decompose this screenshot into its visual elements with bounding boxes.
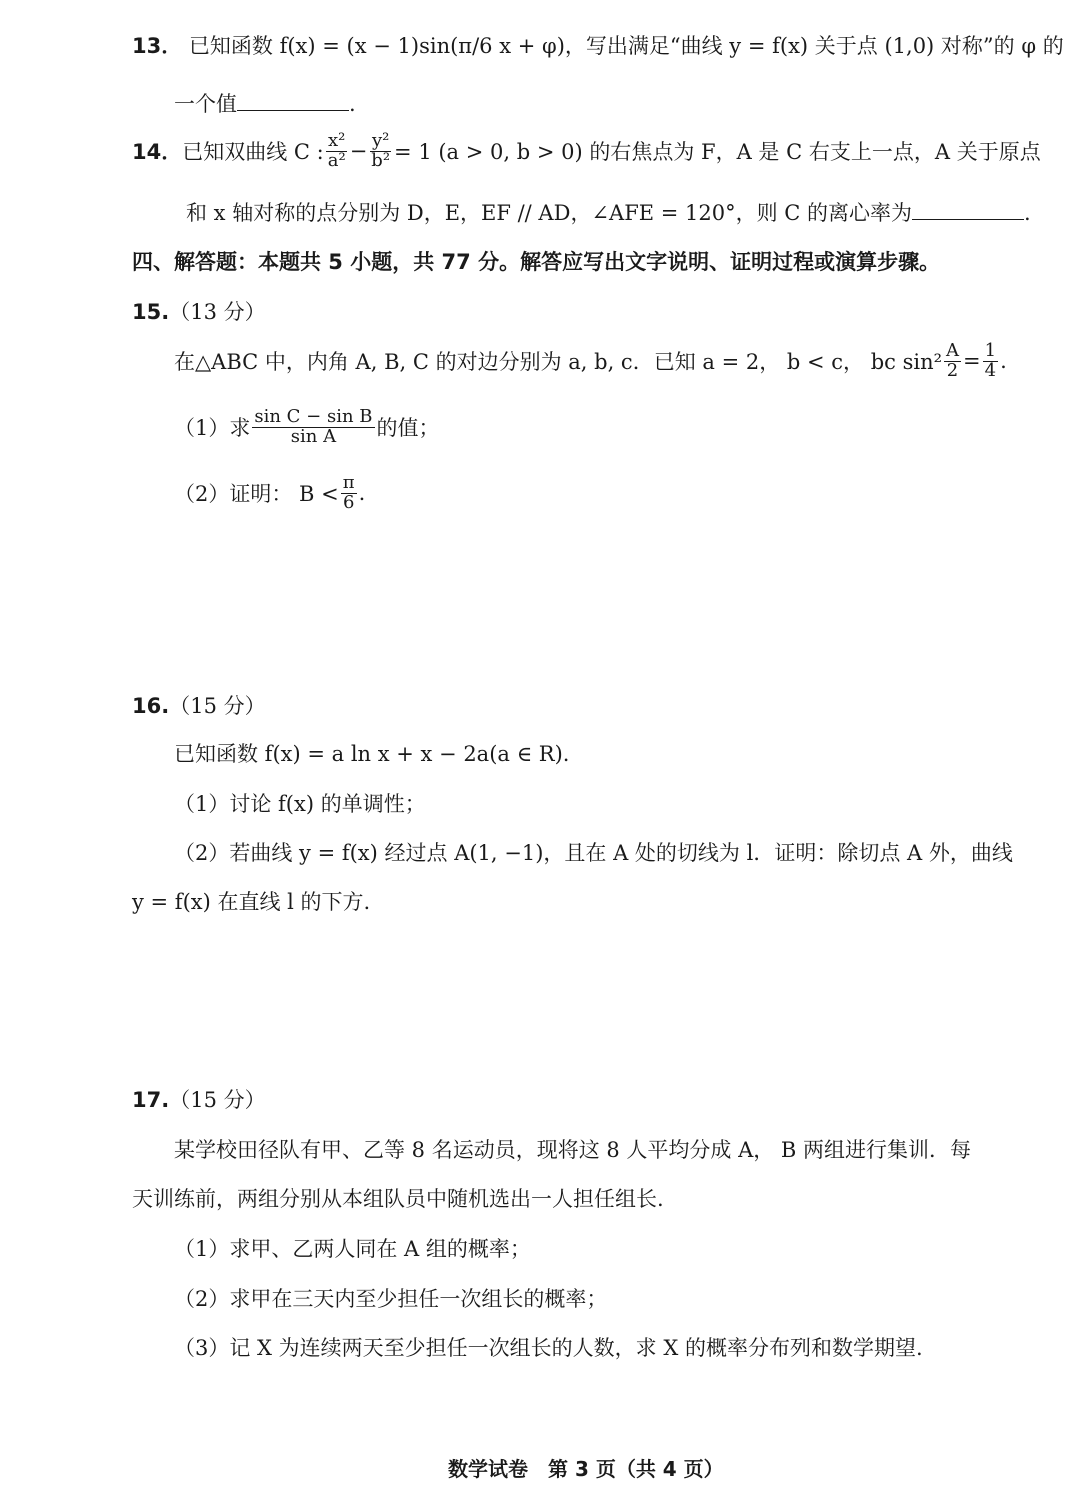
q16-stem: 已知函数 f(x) = a ln x + x − 2a(a ∈ R). (174, 742, 570, 766)
q17-part3: （3）记 X 为连续两天至少担任一次组长的人数，求 X 的概率分布列和数学期望. (174, 1336, 923, 1360)
q15-frac-a2-num: A (946, 340, 960, 361)
q15-p2-frac (341, 474, 357, 513)
q14-line2 (186, 197, 1031, 227)
q15-p2-label: （2）证明： B < (174, 482, 339, 507)
q16-part1: （1）讨论 f(x) 的单调性； (174, 792, 426, 816)
q15-frac-a2 (944, 342, 961, 381)
q16-part2-line2: y = f(x) 在直线 l 的下方. (132, 890, 371, 914)
q15-p1-label: （1）求 (174, 416, 251, 441)
q17-stem-line2: 天训练前，两组分别从本组队员中随机选出一人担任组长. (132, 1187, 664, 1211)
q17-header (132, 1084, 266, 1114)
q15-frac-a2-den: 2 (946, 359, 959, 381)
q15-eq: = (963, 349, 981, 374)
q14-text-line2: 和 x 轴对称的点分别为 D，E，EF // AD，∠AFE = 120°，则 C 的离心率为 (186, 201, 913, 225)
q15-score: （13 分） (169, 300, 266, 324)
q15-header (132, 296, 266, 326)
q15-frac-quarter-num: 1 (984, 340, 997, 361)
q14-minus: − (349, 139, 368, 164)
q14-frac-x-den: a² (327, 149, 346, 171)
q16-score: （15 分） (169, 694, 266, 718)
q13-period: . (349, 92, 356, 116)
q13-text-line1: 已知函数 f(x) = (x − 1)sin(π/6 x + φ)，写出满足“曲线 y = f(x) 关于点 (1,0) 对称”的 φ 的 (188, 34, 1064, 58)
q15-frac-quarter (983, 342, 998, 381)
q15-part2 (174, 474, 365, 513)
q13-answer-blank (237, 92, 349, 111)
q13-text-line2: 一个值 (174, 92, 237, 116)
q17-part1: （1）求甲、乙两人同在 A 组的概率； (174, 1237, 531, 1261)
q15-stem-text: 在△ABC 中，内角 A, B, C 的对边分别为 a, b, c．已知 a = 2， b < c， bc sin² (174, 350, 943, 375)
q15-stem (174, 342, 1007, 381)
q14-frac-x-num: x² (328, 130, 346, 151)
q14-frac-y-num: y² (371, 130, 390, 151)
q15-p2-frac-num: π (342, 472, 355, 493)
q14-line1 (132, 132, 1041, 171)
q13-line1 (132, 30, 1064, 60)
q14-number: 14． (132, 140, 183, 165)
q14-text-pre: 已知双曲线 C : (182, 140, 324, 165)
q15-p1-frac (252, 408, 374, 447)
q15-part1 (174, 408, 440, 447)
q14-period: . (1024, 201, 1031, 225)
q16-number: 16. (132, 694, 170, 718)
q14-frac-y-den: b² (371, 149, 391, 171)
page-footer: 数学试卷 第 3 页（共 4 页） (448, 1457, 724, 1481)
q14-frac-x (326, 132, 348, 171)
q16-part2-line1: （2）若曲线 y = f(x) 经过点 A(1, −1)，且在 A 处的切线为 l．证明：除切点 A 外，曲线 (174, 841, 1013, 865)
q13-line2 (174, 88, 356, 118)
q15-p2-end: . (358, 481, 366, 506)
q15-p2-frac-den: 6 (342, 491, 355, 513)
q14-frac-y (369, 132, 392, 171)
q15-frac-quarter-den: 4 (984, 359, 997, 381)
section4-heading: 四、解答题：本题共 5 小题，共 77 分。解答应写出文字说明、证明过程或演算步骤。 (132, 250, 941, 274)
q13-number: 13． (132, 34, 183, 58)
q14-text-post: = 1 (a > 0, b > 0) 的右焦点为 F，A 是 C 右支上一点，A 关于原点 (394, 140, 1041, 165)
q15-number: 15. (132, 300, 170, 324)
q17-score: （15 分） (169, 1088, 266, 1112)
q15-stem-end: . (1000, 349, 1007, 374)
q17-number: 17. (132, 1088, 170, 1112)
q17-stem-line1: 某学校田径队有甲、乙等 8 名运动员，现将这 8 人平均分成 A， B 两组进行集训．每 (174, 1138, 972, 1162)
q15-p1-end: 的值； (376, 416, 440, 441)
q15-p1-frac-den: sin A (290, 425, 337, 447)
q17-part2: （2）求甲在三天内至少担任一次组长的概率； (174, 1287, 608, 1311)
q15-p1-frac-num: sin C − sin B (254, 406, 373, 427)
q16-header (132, 690, 266, 720)
q14-answer-blank (912, 201, 1024, 220)
